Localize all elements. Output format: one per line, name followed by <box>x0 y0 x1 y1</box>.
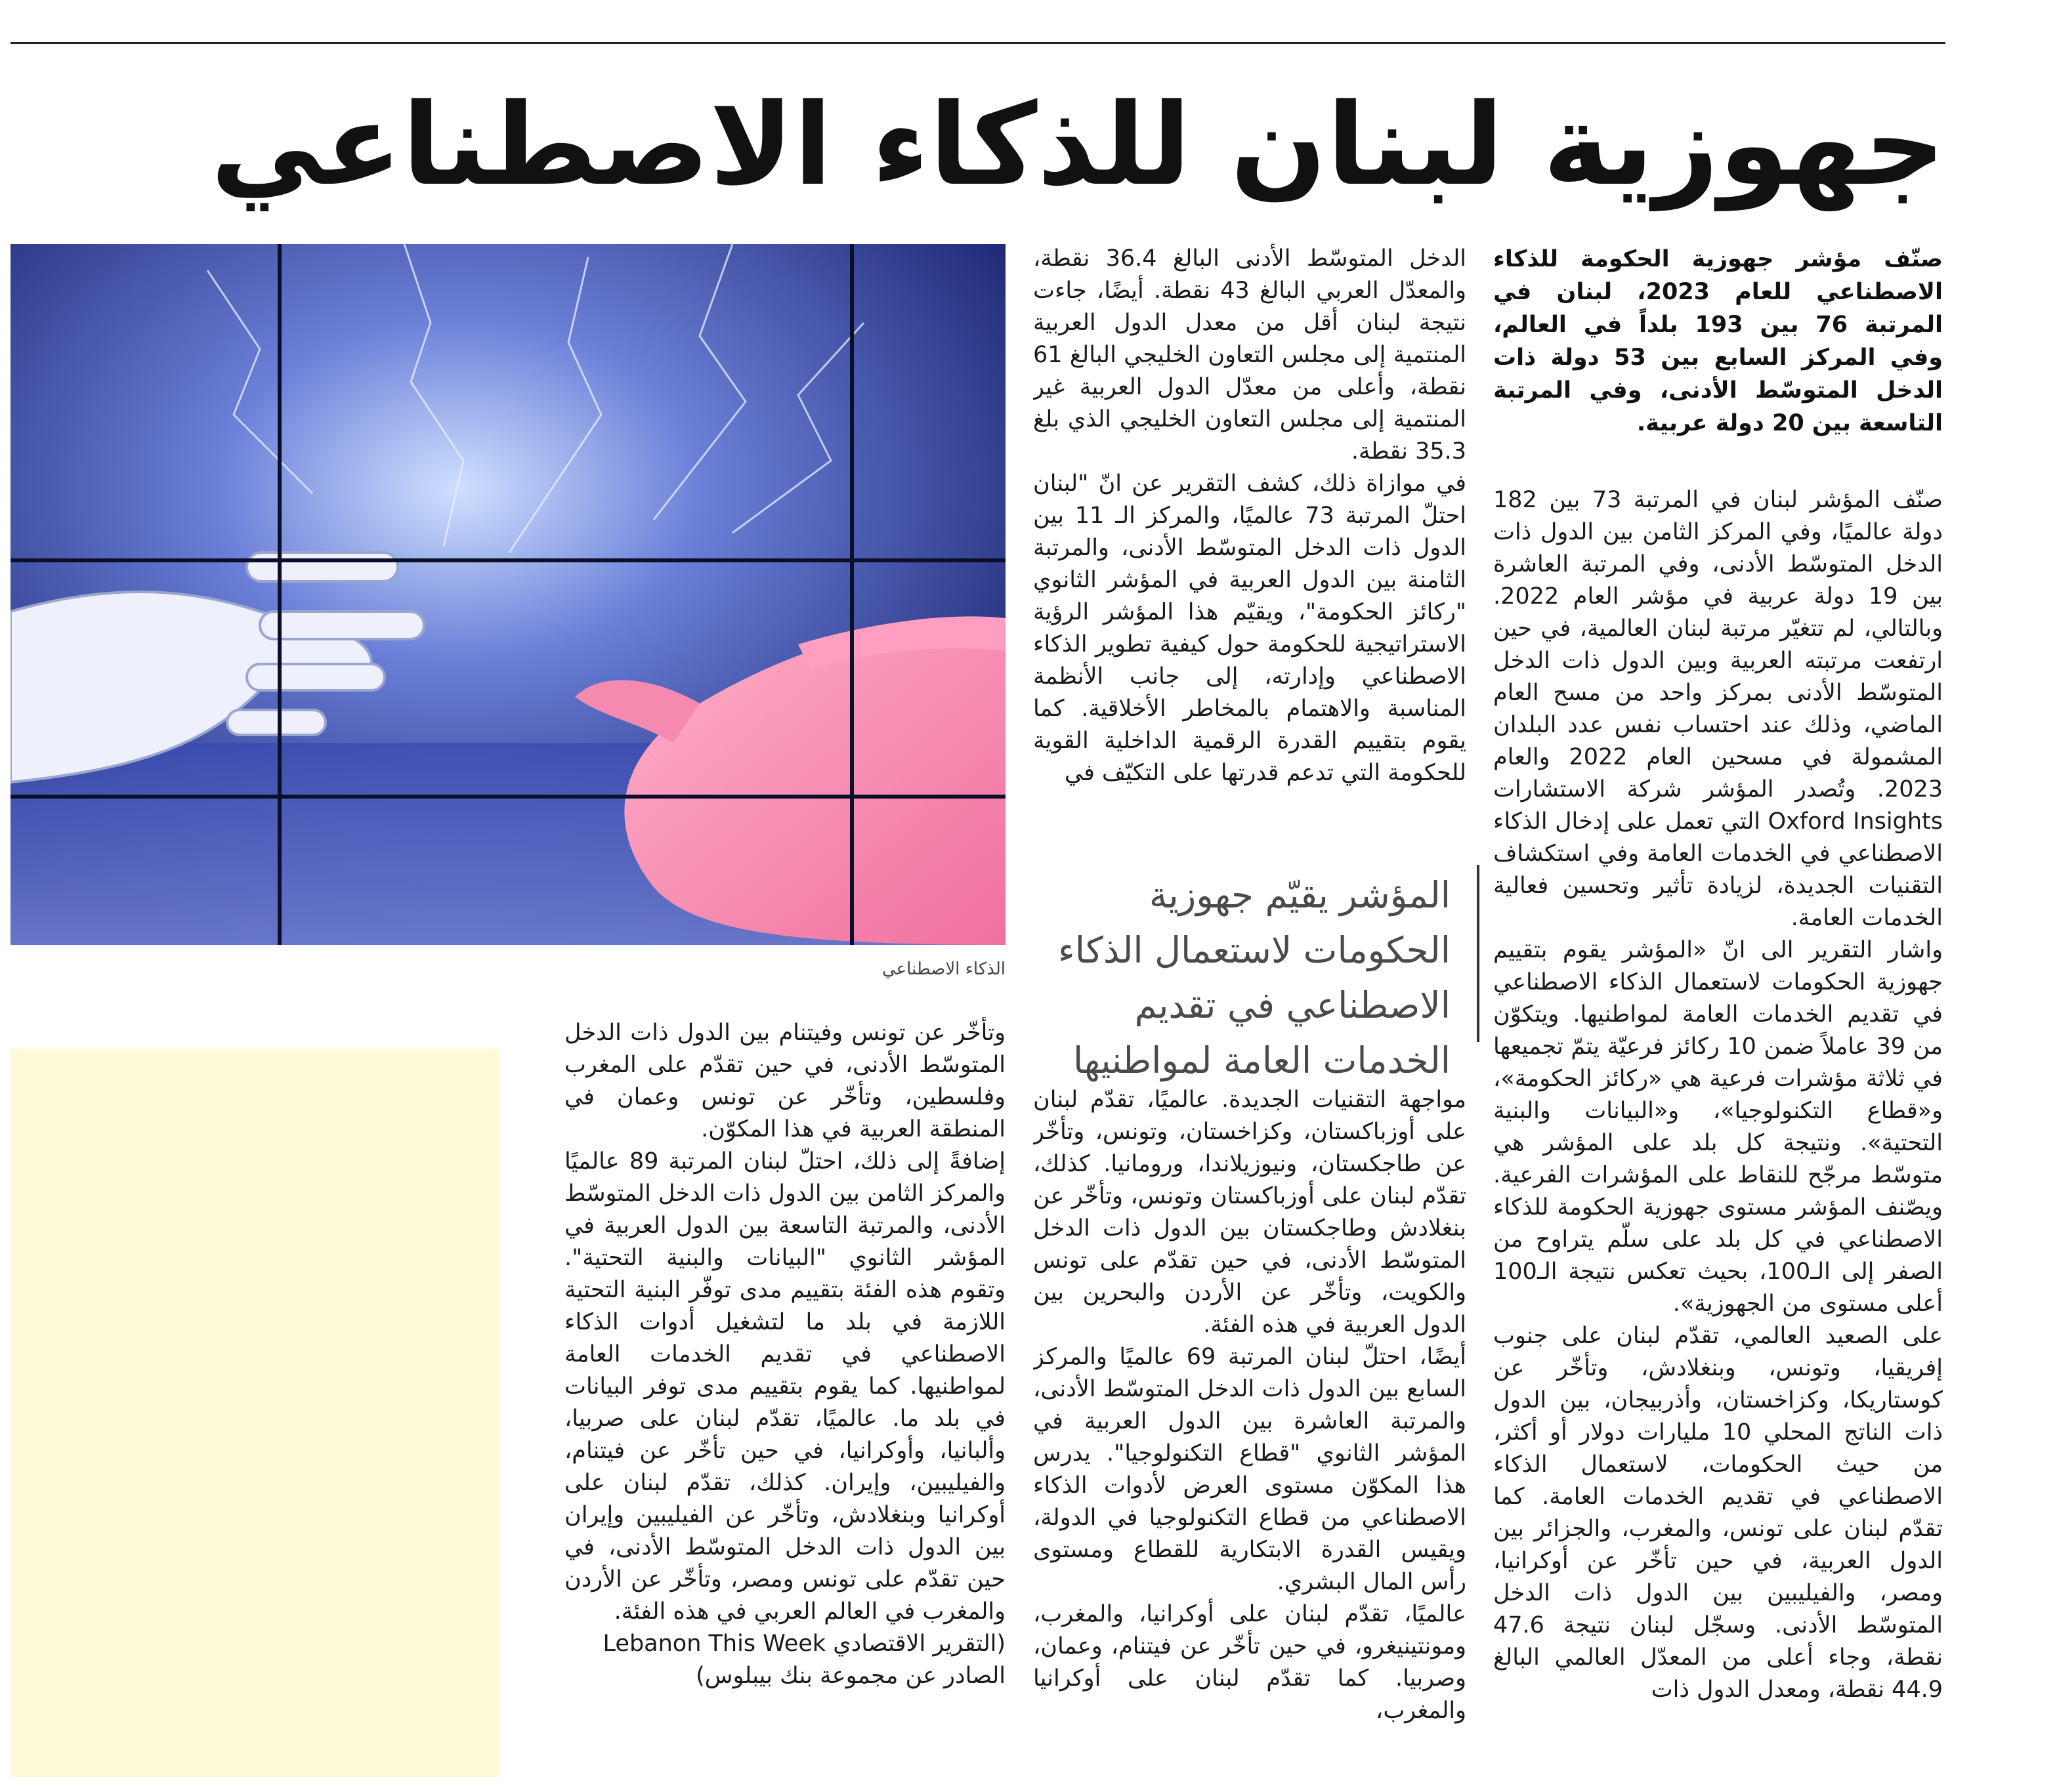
article-column-3 <box>1033 1084 1466 1773</box>
lead-column <box>1493 243 1943 440</box>
ai-hands-photo <box>11 244 1006 945</box>
top-rule <box>11 42 1945 44</box>
pullquote: المؤشر يقيّم جهوزية الحكومات لاستعمال الذكاء الاصطناعي في تقديم الخدمات العامة لمواطنيها <box>1057 874 1451 1081</box>
paragraph: الدخل المتوسّط الأدنى البالغ 36.4 نقطة، والمعدّل العربي البالغ 43 نقطة. أيضًا، جاءت نتيجة لبنان أقل من معدل الدول العربية المنتمية إلى مجلس التعاون الخليجي البالغ 61 نقطة، وأعلى من معدّل الدول العربية غير المنتمية إلى مجلس التعاون الخليجي الذي بلغ 35.3 نقطة. <box>1033 245 1466 465</box>
pullquote-bar <box>1477 865 1479 1042</box>
note-box <box>11 1049 499 1777</box>
paragraph: وتأخّر عن تونس وفيتنام بين الدول ذات الدخل المتوسّط الأدنى، في حين تقدّم على المغرب وفلسطين، وتأخّر عن تونس وعمان في المنطقة العربية في هذا المكوّن. <box>564 1020 1006 1142</box>
source-signature <box>564 1628 1006 1692</box>
signature-name: Lebanon This Week <box>603 1631 826 1657</box>
paragraph: أيضًا، احتلّ لبنان المرتبة 69 عالميًا والمركز السابع بين الدول ذات الدخل المتوسّط الأدنى، والمرتبة العاشرة بين الدول العربية في المؤشر الثانوي "قطاع التكنولوجيا". يدرس هذا المكوّن مستوى العرض لأدوات الذكاء الاصطناعي من قطاع التكنولوجيا في الدولة، ويقيس القدرة الابتكارية للقطاع ومستوى رأس المال البشري. <box>1033 1344 1466 1595</box>
article-column-4 <box>564 1017 1006 1772</box>
photo-caption: الذكاء الاصطناعي <box>882 959 1006 979</box>
signature-suffix: الصادر عن مجموعة بنك بيبلوس) <box>696 1663 1006 1689</box>
paragraph: إضافةً إلى ذلك، احتلّ لبنان المرتبة 89 عالميًا والمركز الثامن بين الدول ذات الدخل المتوسّط الأدنى، والمرتبة التاسعة بين الدول العربية في المؤشر الثانوي "البيانات والبنية التحتية". وتقوم هذه الفئة بتقييم مدى توفّر البنية التحتية اللازمة في بلد ما لتشغيل أدوات الذكاء الاصطناعي في تقديم الخدمات العامة لمواطنيها. كما يقوم بتقييم مدى توفر البيانات في بلد ما. عالميًا، تقدّم لبنان على صربيا، وألبانيا، وأوكرانيا، في حين تأخّر عن فيتنام، والفيليبين، وإيران. كذلك، تقدّم لبنان على أوكرانيا وبنغلادش، وتأخّر عن الفيليبين وإيران بين الدول ذات الدخل المتوسّط الأدنى، في حين تقدّم على تونس ومصر، وتأخّر عن الأردن والمغرب في العالم العربي في هذه الفئة. <box>564 1148 1006 1625</box>
paragraph: مواجهة التقنيات الجديدة. عالميًا، تقدّم لبنان على أوزباكستان، وكزاخستان، وتونس، وتأخّر عن طاجكستان، ونيوزيلاندا، ورومانيا. كذلك، تقدّم لبنان على أوزباكستان وتونس، وتأخّر عن بنغلادش وطاجكستان بين الدول ذات الدخل المتوسّط الأدنى، في حين تقدّم على تونس والكويت، وتأخّر عن الأردن والبحرين بين الدول العربية في هذه الفئة. <box>1033 1087 1466 1338</box>
article-column-1 <box>1493 484 1943 1731</box>
paragraph: عالميًا، تقدّم لبنان على أوكرانيا، والمغرب، ومونتينيغرو، في حين تأخّر عن فيتنام، وعمان، وصربيا. كما تقدّم لبنان على أوكرانيا والمغرب، <box>1033 1601 1466 1724</box>
paragraph: صنّف المؤشر لبنان في المرتبة 73 بين 182 دولة عالميًا، وفي المركز الثامن بين الدول ذات الدخل المتوسّط الأدنى، وفي المرتبة العاشرة بين 19 دولة عربية في مؤشر العام 2022. وبالتالي، لم تتغيّر مرتبة لبنان العالمية، في حين ارتفعت مرتبته العربية وبين الدول ذات الدخل المتوسّط الأدنى بمركز واحد من مسح العام الماضي، وذلك عند احتساب نفس عدد البلدان المشمولة في مسحين العام 2022 والعام 2023. وتُصدر المؤشر شركة الاستشارات Oxford Insights التي تعمل على إدخال الذكاء الاصطناعي في الخدمات العامة وفي استكشاف التقنيات الجديدة، لزيادة تأثير وتحسين فعالية الخدمات العامة. <box>1493 487 1943 931</box>
paragraph: على الصعيد العالمي، تقدّم لبنان على جنوب إفريقيا، وتونس، وبنغلادش، وتأخّر عن كوستاريكا، وكزاخستان، وأذربيجان، بين الدول ذات الناتج المحلي 10 مليارات دولار أو أكثر، من حيث الحكومات، لاستعمال الذكاء الاصطناعي في تقديم الخدمات العامة. كما تقدّم لبنان على تونس، والمغرب، والجزائر بين الدول العربية، في حين تأخّر عن أوكرانيا، ومصر، والفيليبين بين الدول ذات الدخل المتوسّط الأدنى. وسجّل لبنان نتيجة 47.6 نقطة، وجاء أعلى من المعدّل العالمي البالغ 44.9 نقطة، ومعدل الدول ذات <box>1493 1323 1943 1703</box>
lead-paragraph: صنّف مؤشر جهوزية الحكومة للذكاء الاصطناعي للعام 2023، لبنان في المرتبة 76 بين 193 بلداً في العالم، وفي المركز السابع بين 53 دولة ذات الدخل المتوسّط الأدنى، وفي المرتبة التاسعة بين 20 دولة عربية. <box>1493 246 1943 436</box>
article-column-2 <box>1033 243 1466 843</box>
signature-prefix: (التقرير الاقتصادي <box>833 1631 1006 1657</box>
paragraph: في موازاة ذلك، كشف التقرير عن انّ "لبنان احتلّ المرتبة 73 عالميًا، والمركز الـ 11 بين الدول ذات الدخل المتوسّط الأدنى، والمرتبة الثامنة بين الدول العربية في المؤشر الثانوي "ركائز الحكومة"، ويقيّم هذا المؤشر الرؤية الاستراتيجية للحكومة حول كيفية تطوير الذكاء الاصطناعي وإدارته، إلى جانب الأنظمة المناسبة والاهتمام بالمخاطر الأخلاقية. كما يقوم بتقييم القدرة الرقمية الداخلية القوية للحكومة التي تدعم قدرتها على التكيّف في <box>1033 470 1466 786</box>
paragraph: واشار التقرير الى انّ «المؤشر يقوم بتقييم جهوزية الحكومات لاستعمال الذكاء الاصطناعي في تقديم الخدمات العامة لمواطنيها. ويتكوّن من 39 عاملاً ضمن 10 ركائز فرعيّة يتمّ تجميعها في ثلاثة مؤشرات فرعية هي «ركائز الحكومة»، و«قطاع التكنولوجيا»، و«البيانات والبنية التحتية». ونتيجة كل بلد على المؤشر هي متوسّط مرجّح للنقاط على المؤشرات الفرعية. ويصّنف المؤشر مستوى جهوزية الحكومة للذكاء الاصطناعي في كل بلد على سلّم يتراوح من الصفر إلى الـ100، بحيث تعكس نتيجة الـ100 أعلى مستوى من الجهوزية». <box>1493 937 1943 1317</box>
headline: جهوزية لبنان للذكاء الاصطناعي <box>210 79 1945 211</box>
photo-illustration <box>11 244 1006 945</box>
